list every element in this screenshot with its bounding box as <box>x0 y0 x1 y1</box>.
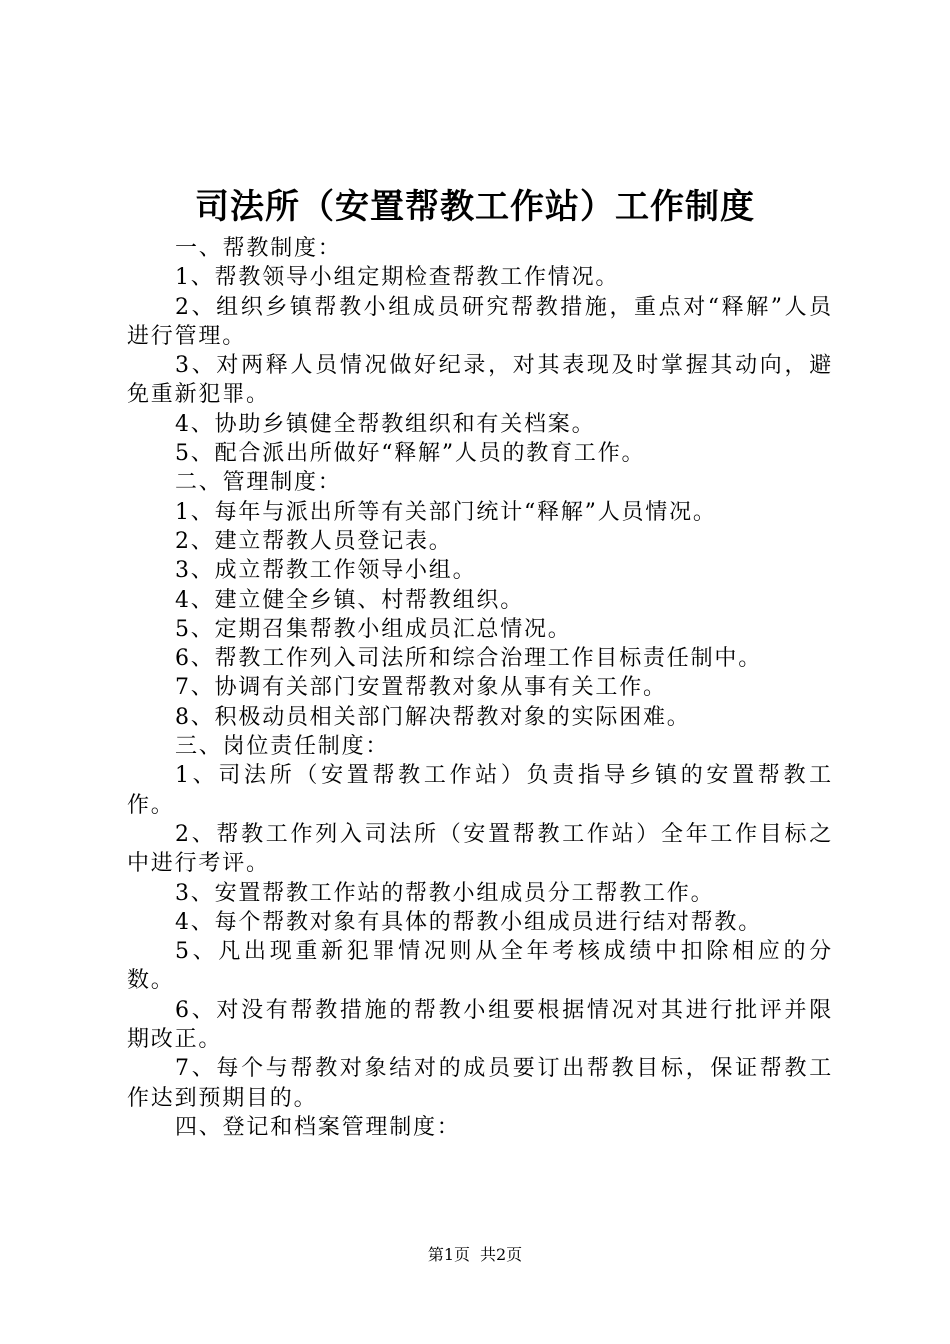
paragraph-item: 1、每年与派出所等有关部门统计“释解”人员情况。 <box>175 499 717 525</box>
section-heading-1: 一、帮教制度： <box>175 236 342 261</box>
paragraph-item: 6、帮教工作列入司法所和综合治理工作目标责任制中。 <box>175 646 762 672</box>
page-footer <box>0 1244 950 1266</box>
paragraph-item: 1、帮教领导小组定期检查帮教工作情况。 <box>175 265 620 291</box>
section-heading-2: 二、管理制度： <box>175 470 342 496</box>
paragraph-item: 2、帮教工作列入司法所（安置帮教工作站）全年工作目标之中进行考评。 <box>127 821 833 877</box>
paragraph-item: 3、对两释人员情况做好纪录，对其表现及时掌握其动向，避免重新犯罪。 <box>127 353 833 408</box>
page-number: 第1页 <box>427 1245 470 1264</box>
section-heading-4: 四、登记和档案管理制度： <box>175 1114 461 1140</box>
paragraph-item: 7、协调有关部门安置帮教对象从事有关工作。 <box>175 675 667 701</box>
paragraph-item: 7、每个与帮教对象结对的成员要订出帮教目标，保证帮教工作达到预期目的。 <box>127 1056 833 1111</box>
paragraph-item: 1、司法所（安置帮教工作站）负责指导乡镇的安置帮教工作。 <box>127 763 833 818</box>
document-title: 司法所（安置帮教工作站）工作制度 <box>195 187 755 227</box>
paragraph-item: 3、安置帮教工作站的帮教小组成员分工帮教工作。 <box>175 880 715 906</box>
paragraph-item: 5、凡出现重新犯罪情况则从全年考核成绩中扣除相应的分数。 <box>127 939 833 994</box>
paragraph-item: 3、成立帮教工作领导小组。 <box>175 558 477 584</box>
paragraph-item: 6、对没有帮教措施的帮教小组要根据情况对其进行批评并限期改正。 <box>127 997 833 1053</box>
paragraph-item: 2、建立帮教人员登记表。 <box>175 528 453 554</box>
page-total: 共2页 <box>480 1245 523 1264</box>
document-body <box>127 234 833 1142</box>
paragraph-item: 5、定期召集帮教小组成员汇总情况。 <box>175 616 572 642</box>
paragraph-item: 4、每个帮教对象有具体的帮教小组成员进行结对帮教。 <box>175 909 762 935</box>
paragraph-item: 5、配合派出所做好“释解”人员的教育工作。 <box>175 441 646 467</box>
section-heading-3: 三、岗位责任制度： <box>175 734 390 760</box>
paragraph-item: 2、组织乡镇帮教小组成员研究帮教措施，重点对“释解”人员进行管理。 <box>127 294 833 349</box>
paragraph-item: 4、建立健全乡镇、村帮教组织。 <box>175 587 524 613</box>
paragraph-item: 4、协助乡镇健全帮教组织和有关档案。 <box>175 411 596 437</box>
paragraph-item: 8、积极动员相关部门解决帮教对象的实际困难。 <box>175 704 691 730</box>
